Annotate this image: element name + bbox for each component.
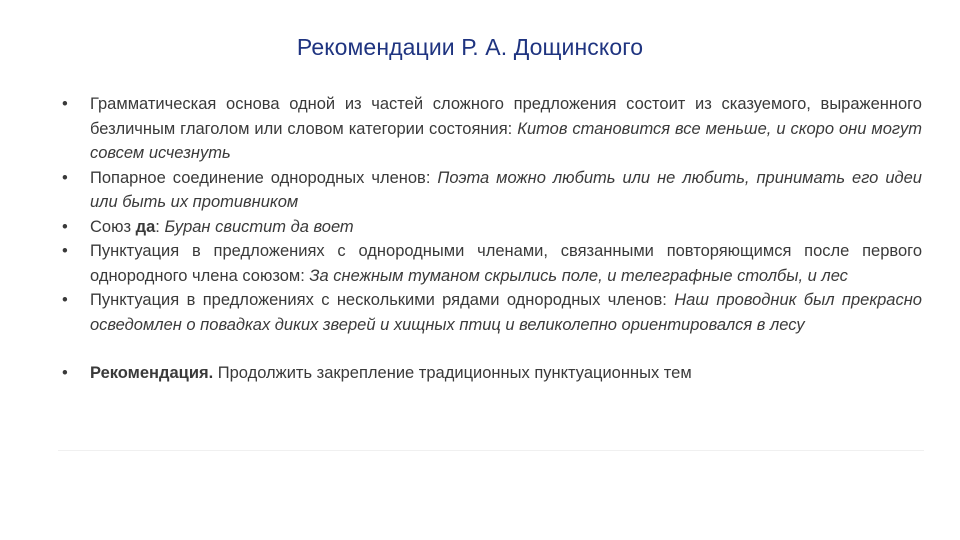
- list-item: [58, 239, 924, 288]
- item-example: Буран свистит да воет: [164, 217, 354, 236]
- item-text: Попарное соединение однородных членов:: [90, 168, 438, 187]
- slide-title: Рекомендации Р. А. Дощинского: [296, 34, 644, 60]
- item-bold: да: [135, 217, 156, 236]
- item-example: Поэта можно любить или не любить, принимать его идеи или быть их противником: [90, 168, 922, 211]
- item-example: За снежным туманом скрылись поле, и телеграфные столбы, и лес: [309, 266, 848, 285]
- item-example: Наш проводник был прекрасно осведомлен о повадках диких зверей и хищных птиц и великолепно ориентировался в лесу: [90, 291, 922, 334]
- item-text-after: :: [155, 217, 165, 236]
- item-text: Грамматическая основа одной из частей сложного предложения состоит из сказуемого, выраженного безличным глаголом или словом категории состояния:: [90, 95, 922, 138]
- item-example: Китов становится все меньше, и скоро они могут совсем исчезнуть: [90, 119, 923, 162]
- recommendation-label: Рекомендация.: [90, 364, 214, 382]
- bullet-list: [58, 92, 924, 386]
- recommendation-text: Продолжить закрепление традиционных пунктуационных тем: [213, 364, 692, 382]
- list-item: [58, 288, 924, 337]
- recommendation-item: [58, 361, 924, 386]
- item-text: Пунктуация в предложениях с несколькими рядами однородных членов:: [90, 291, 675, 309]
- list-item: [58, 166, 924, 215]
- content-box: [58, 92, 924, 451]
- item-text: Пунктуация в предложениях с однородными членами, связанными повторяющимся после первого однородного члена союзом:: [90, 242, 922, 285]
- list-item: [58, 215, 924, 240]
- list-item: [58, 92, 924, 166]
- item-text: Союз: [90, 217, 136, 236]
